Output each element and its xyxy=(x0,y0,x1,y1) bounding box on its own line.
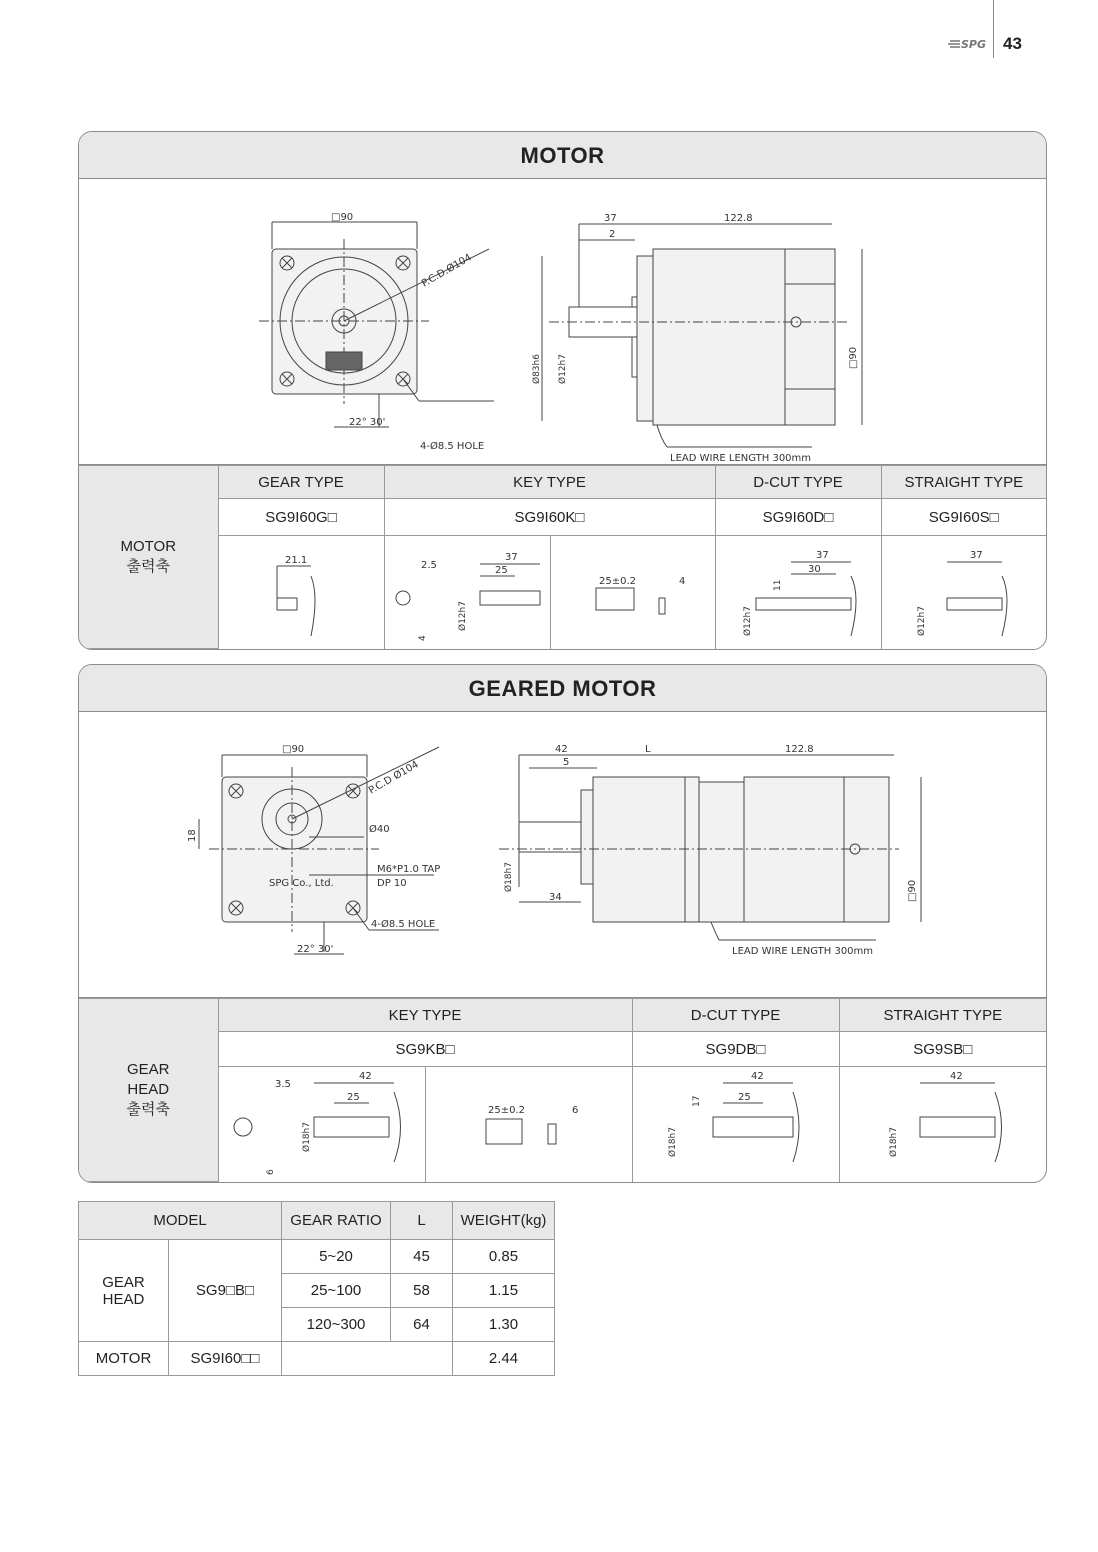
table-cell-L: 64 xyxy=(391,1308,453,1342)
table-cell-L: 45 xyxy=(391,1240,453,1274)
motor-row-header: MOTOR 출력축 xyxy=(79,466,218,649)
gear-d40-label: Ø40 xyxy=(369,824,390,835)
gear-model-dcut: SG9DB□ xyxy=(632,1032,839,1067)
motor-straight-shaft-cell xyxy=(881,536,1046,649)
gear-dim-L: L xyxy=(645,744,651,755)
motor-angle-label: 22° 30' xyxy=(349,417,386,428)
motor-model-key: SG9I60K□ xyxy=(384,499,715,536)
gear-shaft xyxy=(519,822,581,852)
key-detail-drawing xyxy=(551,536,716,648)
gear-pcd-label: P.C.D Ø104 xyxy=(367,759,421,797)
gear-type-dcut: D-CUT TYPE xyxy=(632,999,839,1032)
gear-dim: 21.1 xyxy=(284,555,307,567)
gear-key-dim-6-tol: 6 xyxy=(571,1105,578,1117)
key-dim-25: 25 xyxy=(494,565,508,577)
gear-face-text: SPG Co., Ltd. xyxy=(269,878,334,889)
motor-side-90: □90 xyxy=(848,346,859,369)
dcut-shaft-drawing xyxy=(716,536,881,648)
gear-key-detail-drawing xyxy=(426,1067,632,1181)
gear-dim-5: 5 xyxy=(563,757,570,768)
motor-bore-83: Ø83h6 xyxy=(532,354,542,384)
gear-shaft-table xyxy=(79,998,1046,1182)
geared-motor-section xyxy=(78,664,1047,1183)
motor-dim-122-8: 122.8 xyxy=(724,213,753,224)
motor-square-label: □90 xyxy=(331,212,354,223)
gear-dp-label: DP 10 xyxy=(377,878,407,889)
motor-type-gear: GEAR TYPE xyxy=(218,466,384,499)
gear-row-header: GEAR HEAD 출력축 xyxy=(79,999,218,1182)
motor-type-dcut: D-CUT TYPE xyxy=(715,466,881,499)
weight-header-model: MODEL xyxy=(79,1202,282,1240)
key-dim-37: 37 xyxy=(504,552,518,564)
gear-dcut-shaft-drawing xyxy=(633,1067,839,1181)
table-cell-weight: 1.30 xyxy=(453,1308,555,1342)
geared-technical-drawing xyxy=(79,712,1046,997)
gear-key-dim-25-tol: 25±0.2 xyxy=(487,1105,525,1117)
gear-dim-18: 18 xyxy=(187,829,198,842)
gear-straight-shaft-drawing xyxy=(840,1067,1046,1181)
motor-gear-shaft-cell xyxy=(218,536,384,649)
gear-angle-label: 22° 30' xyxy=(297,944,334,955)
straight-dim-37: 37 xyxy=(969,550,983,562)
motor-shaft-12: Ø12h7 xyxy=(558,354,568,384)
gear-key-dim-25: 25 xyxy=(346,1092,360,1104)
gear-key-shaft-cell xyxy=(218,1067,425,1182)
straight-dim-12: Ø12h7 xyxy=(916,606,927,637)
spg-logo-icon xyxy=(948,36,988,52)
gear-shaft-18: Ø18h7 xyxy=(504,862,514,892)
motor-holes-label: 4-Ø8.5 HOLE xyxy=(420,441,485,452)
gear-type-key: KEY TYPE xyxy=(218,999,632,1032)
key-dim-4-tol: 4 xyxy=(678,576,685,588)
motor-type-key: KEY TYPE xyxy=(384,466,715,499)
motor-lead-wire: LEAD WIRE LENGTH 300mm xyxy=(670,453,812,464)
geared-drawing xyxy=(79,712,1046,998)
gear-side-90: □90 xyxy=(907,879,918,902)
gear-key-dim-6: 6 xyxy=(265,1169,276,1176)
dcut-dim-30: 30 xyxy=(807,564,821,576)
key-dim-2-5: 2.5 xyxy=(420,560,437,572)
gear-key-dim-18: Ø18h7 xyxy=(301,1122,312,1153)
table-cell-ratio: 120~300 xyxy=(282,1308,391,1342)
gear-straight-dim-18: Ø18h7 xyxy=(888,1127,899,1158)
gear-shaft-drawing xyxy=(219,536,384,648)
motor-drawing xyxy=(79,179,1046,465)
header-divider xyxy=(993,0,994,58)
gear-key-shaft-drawing xyxy=(219,1067,425,1181)
motor-type-straight: STRAIGHT TYPE xyxy=(881,466,1046,499)
table-cell-ratio: 5~20 xyxy=(282,1240,391,1274)
key-dim-4: 4 xyxy=(417,635,428,642)
gear-dim-122-8: 122.8 xyxy=(785,744,814,755)
weight-table xyxy=(78,1201,555,1376)
table-cell-weight: 1.15 xyxy=(453,1274,555,1308)
motor-section-title: MOTOR xyxy=(79,132,1046,179)
gear-head-label: GEAR HEAD xyxy=(79,1240,169,1342)
table-cell-weight: 0.85 xyxy=(453,1240,555,1274)
gear-key-dim-3-5: 3.5 xyxy=(274,1079,291,1091)
gear-model-key: SG9KB□ xyxy=(218,1032,632,1067)
motor-technical-drawing xyxy=(79,179,1046,464)
gear-square-label: □90 xyxy=(282,744,305,755)
motor-body-side xyxy=(653,249,785,425)
motor-dim-37: 37 xyxy=(604,213,617,224)
motor-dim-2: 2 xyxy=(609,229,616,240)
gear-tap-label: M6*P1.0 TAP xyxy=(377,864,441,875)
dcut-dim-12: Ø12h7 xyxy=(742,606,753,637)
gear-dcut-dim-17: 17 xyxy=(691,1095,702,1108)
dcut-dim-37: 37 xyxy=(815,550,829,562)
spg-badge-icon xyxy=(326,352,362,370)
motor-dcut-shaft-cell xyxy=(715,536,881,649)
motor-key-detail-cell xyxy=(550,536,715,649)
dcut-dim-11: 11 xyxy=(772,579,783,592)
motor-model-gear: SG9I60G□ xyxy=(218,499,384,536)
table-cell-L: 58 xyxy=(391,1274,453,1308)
straight-shaft-drawing xyxy=(882,536,1047,648)
motor-empty-cell xyxy=(282,1342,453,1376)
gear-holes-label: 4-Ø8.5 HOLE xyxy=(371,919,436,930)
gear-head-model: SG9□B□ xyxy=(169,1240,282,1342)
gear-dim-42: 42 xyxy=(555,744,568,755)
key-dim-12: Ø12h7 xyxy=(457,601,468,632)
gear-key-detail-cell xyxy=(425,1067,632,1182)
motor-label: MOTOR xyxy=(79,1342,169,1376)
gear-dcut-dim-42: 42 xyxy=(750,1071,764,1083)
geared-section-title: GEARED MOTOR xyxy=(79,665,1046,712)
weight-header-ratio: GEAR RATIO xyxy=(282,1202,391,1240)
weight-header-L: L xyxy=(391,1202,453,1240)
gear-straight-shaft-cell xyxy=(839,1067,1046,1182)
gear-dim-34: 34 xyxy=(549,892,562,903)
gear-type-straight: STRAIGHT TYPE xyxy=(839,999,1046,1032)
table-cell-ratio: 25~100 xyxy=(282,1274,391,1308)
motor-model-dcut: SG9I60D□ xyxy=(715,499,881,536)
gear-dcut-shaft-cell xyxy=(632,1067,839,1182)
gear-key-dim-42: 42 xyxy=(358,1071,372,1083)
page-number: 43 xyxy=(1003,34,1022,53)
gear-dcut-dim-25: 25 xyxy=(737,1092,751,1104)
motor-model: SG9I60□□ xyxy=(169,1342,282,1376)
motor-model-straight: SG9I60S□ xyxy=(881,499,1046,536)
motor-section xyxy=(78,131,1047,650)
motor-weight: 2.44 xyxy=(453,1342,555,1376)
key-shaft-drawing xyxy=(385,536,550,648)
motor-pcd-label: P.C.D.Ø104 xyxy=(420,252,474,290)
gear-lead-wire: LEAD WIRE LENGTH 300mm xyxy=(732,946,874,957)
weight-header-weight: WEIGHT(kg) xyxy=(453,1202,555,1240)
key-dim-25-tol: 25±0.2 xyxy=(598,576,636,588)
gear-straight-dim-42: 42 xyxy=(949,1071,963,1083)
gear-dcut-dim-18: Ø18h7 xyxy=(667,1127,678,1158)
motor-key-shaft-cell xyxy=(384,536,550,649)
svg-text:SPG: SPG xyxy=(961,38,987,51)
motor-shaft-table xyxy=(79,465,1046,649)
gear-model-straight: SG9SB□ xyxy=(839,1032,1046,1067)
